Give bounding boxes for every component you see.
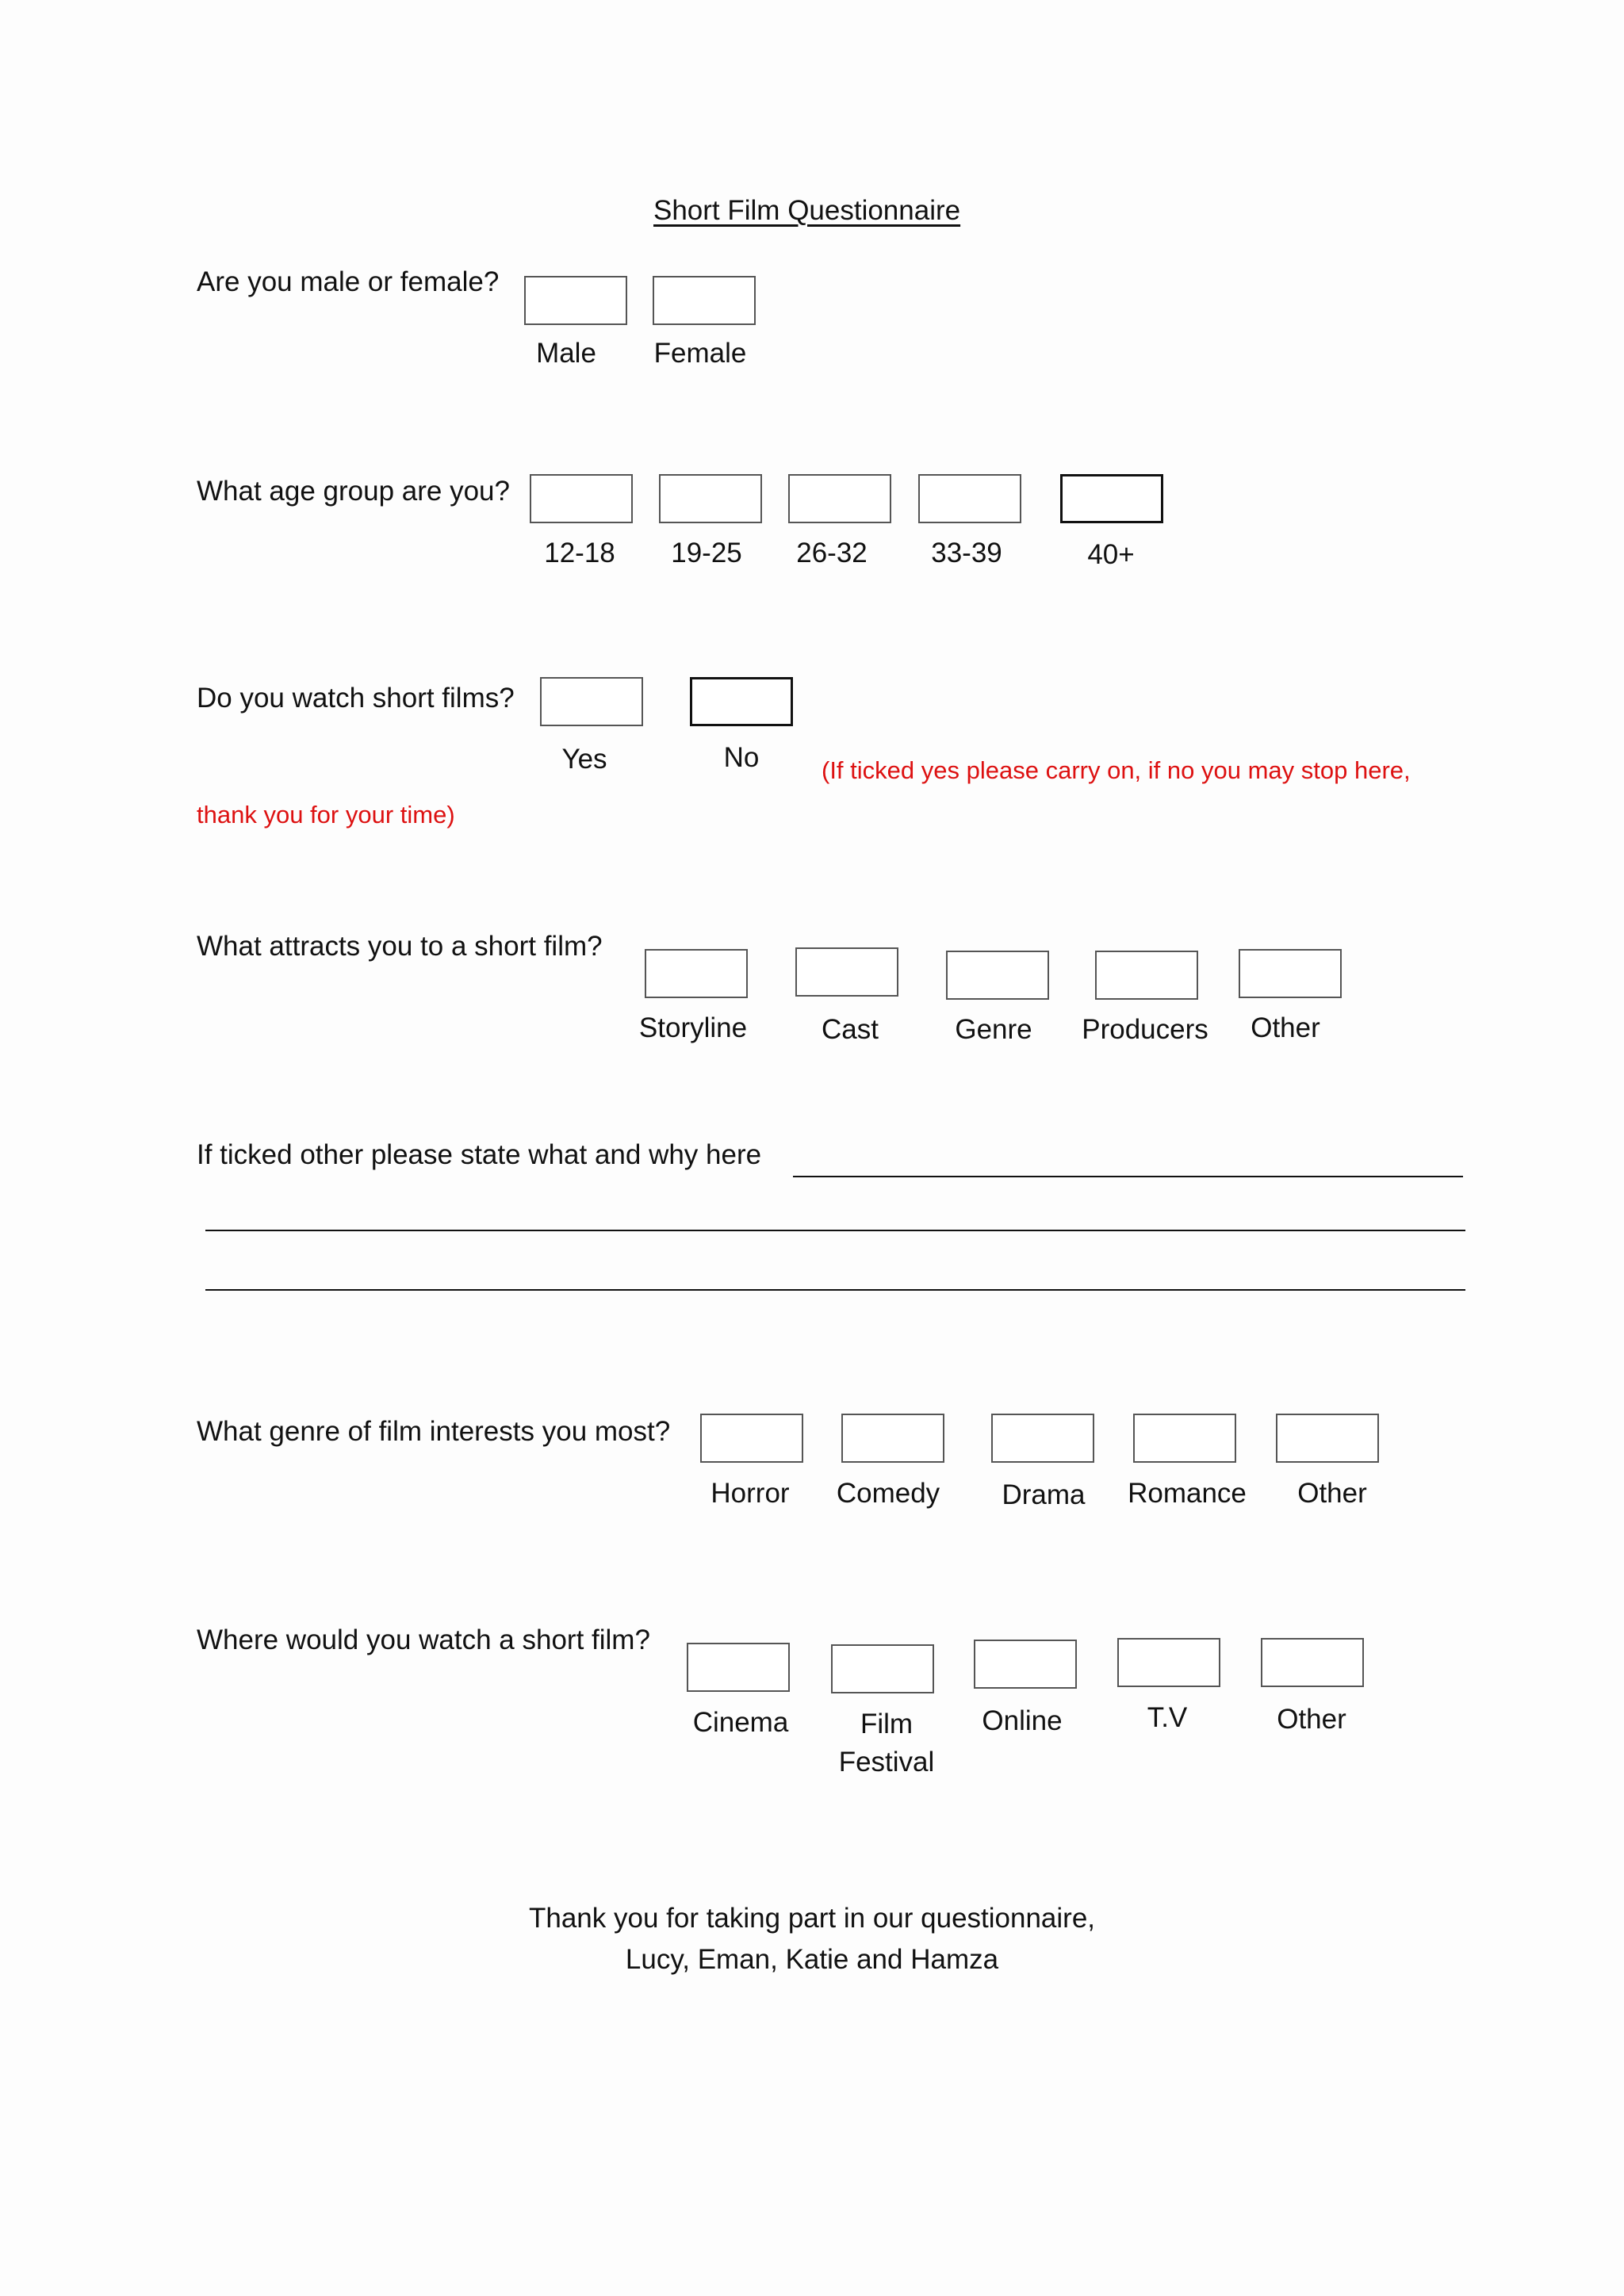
question-attracts: What attracts you to a short film? xyxy=(197,931,603,962)
checkbox-producers[interactable] xyxy=(1095,951,1198,1000)
option-label-film-festival: Film Festival xyxy=(838,1709,935,1777)
option-label-genre-other: Other xyxy=(1297,1478,1367,1509)
checkbox-tv[interactable] xyxy=(1117,1638,1220,1687)
checkbox-genre[interactable] xyxy=(946,951,1049,1000)
checkbox-drama[interactable] xyxy=(991,1414,1094,1463)
checkbox-storyline[interactable] xyxy=(645,949,748,998)
question-where: Where would you watch a short film? xyxy=(197,1624,650,1655)
checkbox-age-40-plus[interactable] xyxy=(1060,474,1163,523)
checkbox-film-festival[interactable] xyxy=(831,1644,934,1693)
option-label-storyline: Storyline xyxy=(638,1012,748,1043)
page-title: Short Film Questionnaire xyxy=(653,195,961,226)
question-watch: Do you watch short films? xyxy=(197,683,515,714)
option-label-yes: Yes xyxy=(561,744,607,775)
checkbox-online[interactable] xyxy=(974,1640,1077,1689)
question-genre: What genre of film interests you most? xyxy=(197,1416,671,1447)
checkbox-cinema[interactable] xyxy=(687,1643,790,1692)
option-label-online: Online xyxy=(982,1705,1063,1736)
checkbox-genre-other[interactable] xyxy=(1276,1414,1379,1463)
checkbox-female[interactable] xyxy=(653,276,756,325)
option-label-tv: T.V xyxy=(1147,1702,1188,1733)
option-label-cast: Cast xyxy=(822,1014,879,1045)
option-label-horror: Horror xyxy=(710,1478,790,1509)
other-explanation-prompt: If ticked other please state what and why here xyxy=(197,1139,762,1170)
checkbox-age-26-32[interactable] xyxy=(788,474,891,523)
option-label-attracts-other: Other xyxy=(1251,1012,1320,1043)
checkbox-male[interactable] xyxy=(524,276,627,325)
answer-line-2[interactable] xyxy=(205,1230,1465,1231)
checkbox-romance[interactable] xyxy=(1133,1414,1236,1463)
option-label-where-other: Other xyxy=(1277,1704,1346,1735)
thank-you-message: Thank you for taking part in our questionnaire, xyxy=(528,1903,1096,1934)
option-label-cinema: Cinema xyxy=(692,1707,789,1738)
answer-line-3[interactable] xyxy=(205,1289,1465,1291)
checkbox-comedy[interactable] xyxy=(841,1414,944,1463)
option-label-male: Male xyxy=(536,338,596,369)
checkbox-age-33-39[interactable] xyxy=(918,474,1021,523)
option-label-19-25: 19-25 xyxy=(671,538,742,568)
authors-line: Lucy, Eman, Katie and Hamza xyxy=(625,1944,999,1975)
option-label-comedy: Comedy xyxy=(836,1478,940,1509)
checkbox-attracts-other[interactable] xyxy=(1239,949,1342,998)
option-label-female: Female xyxy=(653,338,747,369)
option-label-26-32: 26-32 xyxy=(796,538,868,568)
checkbox-no[interactable] xyxy=(690,677,793,726)
instruction-note-line1: (If ticked yes please carry on, if no you may stop here, xyxy=(822,756,1411,784)
answer-line-1[interactable] xyxy=(793,1176,1463,1177)
option-label-40-plus: 40+ xyxy=(1087,539,1135,570)
option-label-drama: Drama xyxy=(1002,1479,1086,1510)
checkbox-horror[interactable] xyxy=(700,1414,803,1463)
option-label-no: No xyxy=(723,742,760,773)
option-label-producers: Producers xyxy=(1082,1014,1208,1045)
option-label-genre: Genre xyxy=(955,1014,1032,1045)
question-age: What age group are you? xyxy=(197,476,510,507)
checkbox-cast[interactable] xyxy=(795,947,898,997)
option-label-12-18: 12-18 xyxy=(544,538,615,568)
checkbox-yes[interactable] xyxy=(540,677,643,726)
checkbox-age-19-25[interactable] xyxy=(659,474,762,523)
checkbox-where-other[interactable] xyxy=(1261,1638,1364,1687)
instruction-note-line2: thank you for your time) xyxy=(197,801,455,828)
option-label-romance: Romance xyxy=(1128,1478,1247,1509)
option-label-33-39: 33-39 xyxy=(931,538,1002,568)
checkbox-age-12-18[interactable] xyxy=(530,474,633,523)
question-gender: Are you male or female? xyxy=(197,266,500,297)
